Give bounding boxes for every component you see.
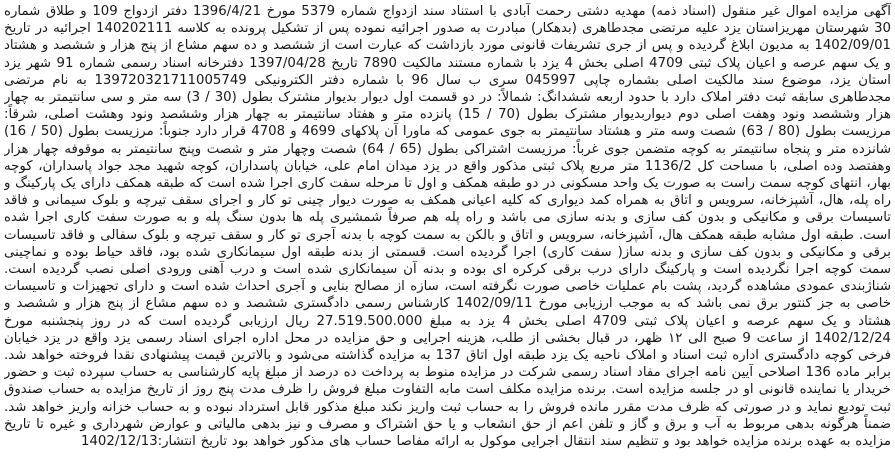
auction-notice — [4, 3, 891, 469]
publish-date: 1402/12/13 — [81, 434, 158, 450]
notice-paragraph — [4, 3, 891, 450]
notice-body: آگهی مزایده اموال غیر منقول (اسناد ذمه) مهدیه دشتی رحمت آبادی با استناد سند ازدواج شماره 5379 مورخ 1396/4/21 دفتر ازدواج 109 و طلاق شماره 30 شهرستان مهریزاستان یزد علیه مرتضی مجدطاهری (بدهکار) مبادرت به صدور اجرائیه نموده پس از تشکیل پرونده به کلاسه 140202111 اجرائیه در تاریخ 1402/09/01 به مدیون ابلاغ گردیده و پس از جری تشریفات قانونی مورد بازداشت که عبارت است از ششصد و ده سهم مشاع از پنج هزار و ششصد و هشتاد و یک سهم عرصه و اعیان پلاک ثبتی 4709 اصلی بخش 4 یزد با شماره مستند مالکیت 7890 تاریخ 1397/04/28 دفترخانه اسناد رسمی شماره 91 شهر یزد استان یزد، موضوع سند مالکیت اصلی بشماره چاپی 045997 سری ب سال 96 با شماره دفتر الکترونیکی 139720321711005749 به نام مرتضی مجدطاهری سابقه ثبت دفتر املاک دارد با حدود اربعه ششدانگ: شمالاً: در دو قسمت اول دیوار بدیوار مشترک بطول (30 / 3) سه متر و سی سانتیمتر به چهار هزار وششصد ونود وهفت اصلی دوم دیواربدیوار مشترک بطول (70 / 15) پانزده متر و هفتاد سانتیمتر به چهار هزار وششصد ونود وهشت اصلی، شرقاً: مرزیست بطول (80 / 63) شصت وسه متر و هشتاد سانتیمتر به جوی عمومی که ماورا آن پلاکهای 4699 و 4708 قرار دارد جنوباً: مرزیست بطول (50 / 16) شانزده متر و پنجاه سانتیمتر به کوچه متضمن جوی غرباً: مرزیست اشتراکی بطول (65 / 64) شصت وچهار متر و شصت وپنج سانتیمتر به موقوفه چهار هزار وهفتصد وده اصلی، با مساحت کل 1136/2 متر مربع پلاک ثبتی مذکور واقع در یزد میدان امام علی، خیابان پاسداران، کوچه شهید مجد جواد پاسداران، کوچه بهار، انتهای کوچه سمت راست به صورت یک واحد مسکونی در دو طبقه همکف و اول تا مرحله سفت کاری اجرا شده است که طبقه همکف دارای یک پارکینگ و راه پله، هال، آشپزخانه، سرویس و اتاق به همراه کمد دیواری که کلیه اعیانی همکف به صورت دیوار چینی تو کار و اجرای سقف تیرچه و بلوک سیمانی و فاقد تاسیسات برقی و مکانیکی و بدون کف سازی و بدنه سازی می باشد و راه پله هم صرفاً شمشیری پله ها بدون سنگ پله و به صورت سفت کاری اجرا شده است. طبقه اول مشابه طبقه همکف هال، آشپزخانه، سرویس و اتاق و بالکن به سمت کوچه با بدنه آجری تو کار و سقف تیرچه و بلوک سفالی و فاقد تاسیسات برقی و مکانیکی و بدون کف سازی و بدنه ساز( سفت کاری) اجرا گردیده است. قسمتی از بدنه طبقه اول سیمانکاری شده بود، فاقد حیاط بوده و نماچینی سمت کوچه اجرا نگردیده است و پارکینگ دارای درب برقی کرکره ای بوده و بدنه آن سیمانکاری شده است و درب آهنی ورودی اصلی نصب گردیده است. شناژبندی عمودی مشاهده گردید، پشت بام عملیات خاصی صورت نگرفته است، سازه از مصالح بنایی و آجری احداث شده است و دارای تجهیزات و تاسیسات خاصی به جز کنتور برق نمی باشد که به موجب ارزیابی مورخ 1402/09/11 کارشناس رسمی دادگستری ششصد و ده سهم مشاع از پنج هزار و ششصد و هشتاد و یک سهم عرصه و اعیان پلاک ثبتی 4709 اصلی بخش 4 یزد به مبلغ 27.519.500.000 ریال ارزیابی گردیده است که در روز پنجشنبه مورخ 1402/12/24 از ساعت 9 صبح الی ۱۲ ظهر، در قبال بخشی از طلب، هزینه اجرایی و حق مزایده در محل اداره اجرای اسناد رسمی یزد واقع در یزد خیابان فرخی کوچه دادگستری اداره ثبت اسناد و املاک ناحیه یک یزد طبقه اول اتاق 137 به مزایده گذاشته می‌شود و بالاترین قیمت پیشنهادی نقدا فروخته خواهد شد. برابر ماده 136 اصلاحی آیین نامه اجرای مفاد اسناد رسمی شرکت در مزایده منوط به پرداخت ده درصد از مبلغ پایه کارشناسی به حساب سپرده ثبت و حضور خریدار یا نماینده قانونی او در جلسه مزایده است. برنده مزایده مکلف است مابه التفاوت مبلغ فروش را ظرف مدت پنج روز از تاریخ مزایده به حساب صندوق ثبت تودیع نماید و در صورتی که ظرف مدت مقرر مانده فروش را به حساب ثبت واریز نکند مبلغ مذکور قابل استرداد نبوده و به حساب خزانه واریز خواهد شد. ضمناً هرگونه بدهی مربوط به آب و برق و گاز و تلفن اعم از حق انشعاب و یا حق اشتراک و مصرف و نیز بدهی مالیاتی و عوارض شهرداری و غیره تا تاریخ مزایده به عهده برنده مزایده خواهد بود و تنظیم سند انتقال اجرایی موکول به ارائه مفاصا حساب های مذکور خواهد بود تاریخ انتشار: — [4, 4, 891, 450]
